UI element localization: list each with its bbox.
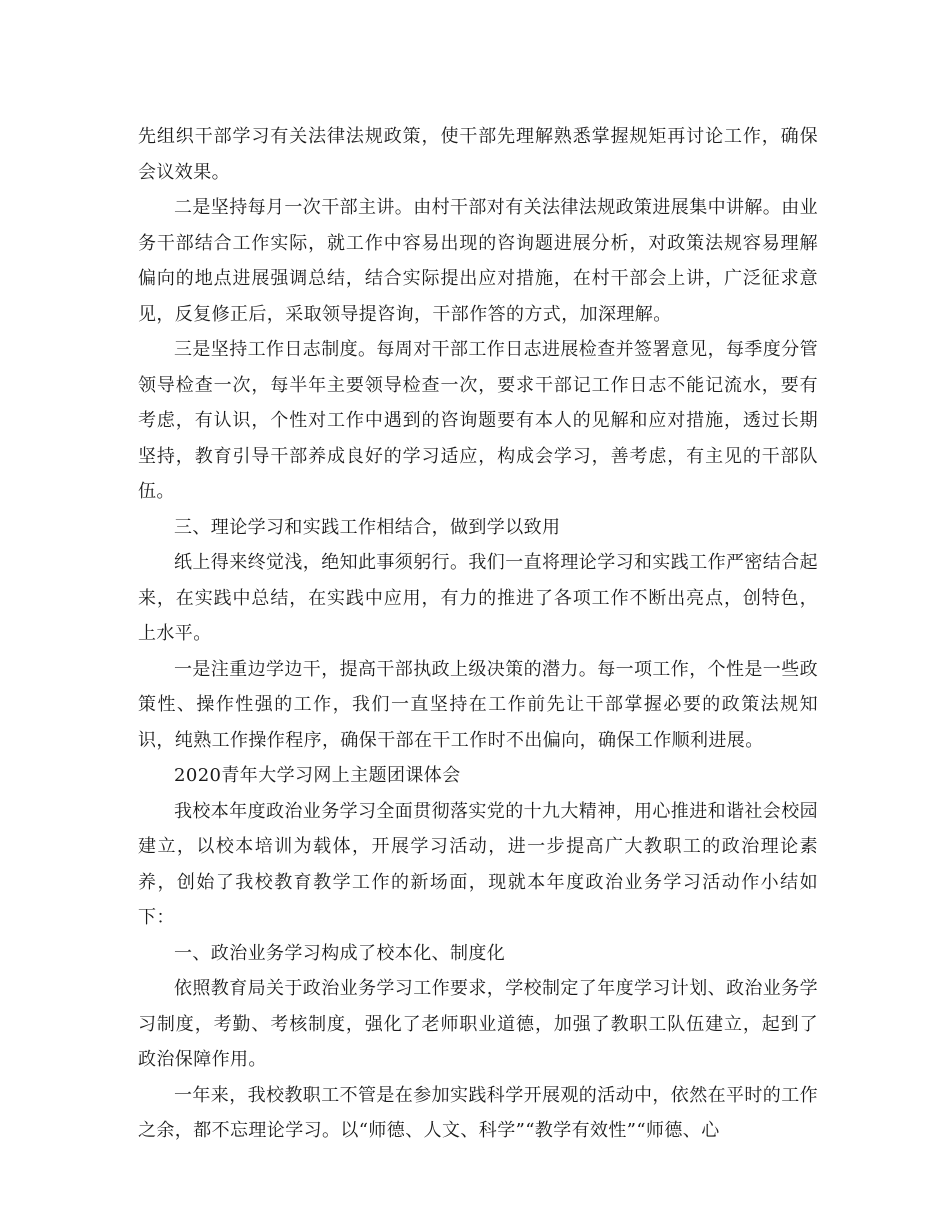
section-heading-3: 三、理论学习和实践工作相结合，做到学以致用 xyxy=(174,516,561,538)
paragraph-1: 先组织干部学习有关法律法规政策，使干部先理解熟悉掌握规矩再讨论工作，确保会议效果。 xyxy=(138,126,818,183)
article-title: 2020青年大学习网上主题团课体会 xyxy=(174,765,461,786)
paragraph-3: 三是坚持工作日志制度。每周对干部工作日志进展检查并签署意见，每季度分管领导检查一次，每半年主要领导检查一次，要求干部记工作日志不能记流水，要有考虑，有认识，个性对工作中遇到的咨询题要有本人的见解和应对措施，透过长期坚持，教育引导干部养成良好的学习适应，构成会学习，善考虑，有主见的干部队伍。 xyxy=(138,339,818,502)
document-page xyxy=(138,119,818,1149)
paragraph-11: 一年来，我校教职工不管是在参加实践科学开展观的活动中，依然在平时的工作之余，都不忘理论学习。以“师德、人文、科学”“教学有效性”“师德、心 xyxy=(138,1084,818,1141)
paragraph-8: 我校本年度政治业务学习全面贯彻落实党的十九大精神，用心推进和谐社会校园建立，以校本培训为载体，开展学习活动，进一步提高广大教职工的政治理论素养，创始了我校教育教学工作的新场面，现就本年度政治业务学习活动作小结如下： xyxy=(138,800,818,928)
section-heading-1: 一、政治业务学习构成了校本化、制度化 xyxy=(174,942,506,964)
paragraph-6: 一是注重边学边干，提高干部执政上级决策的潜力。每一项工作，个性是一些政策性、操作性强的工作，我们一直坚持在工作前先让干部掌握必要的政策法规知识，纯熟工作操作程序，确保干部在干工作时不出偏向，确保工作顺利进展。 xyxy=(138,658,818,751)
paragraph-10: 依照教育局关于政治业务学习工作要求，学校制定了年度学习计划、政治业务学习制度，考勤、考核制度，强化了老师职业道德，加强了教职工队伍建立，起到了政治保障作用。 xyxy=(138,978,818,1070)
paragraph-5: 纸上得来终觉浅，绝知此事须躬行。我们一直将理论学习和实践工作严密结合起来，在实践中总结，在实践中应用，有力的推进了各项工作不断出亮点，创特色，上水平。 xyxy=(138,552,818,644)
paragraph-2: 二是坚持每月一次干部主讲。由村干部对有关法律法规政策进展集中讲解。由业务干部结合工作实际，就工作中容易出现的咨询题进展分析，对政策法规容易理解偏向的地点进展强调总结，结合实际提出应对措施，在村干部会上讲，广泛征求意见，反复修正后，采取领导提咨询，干部作答的方式，加深理解。 xyxy=(138,197,818,325)
